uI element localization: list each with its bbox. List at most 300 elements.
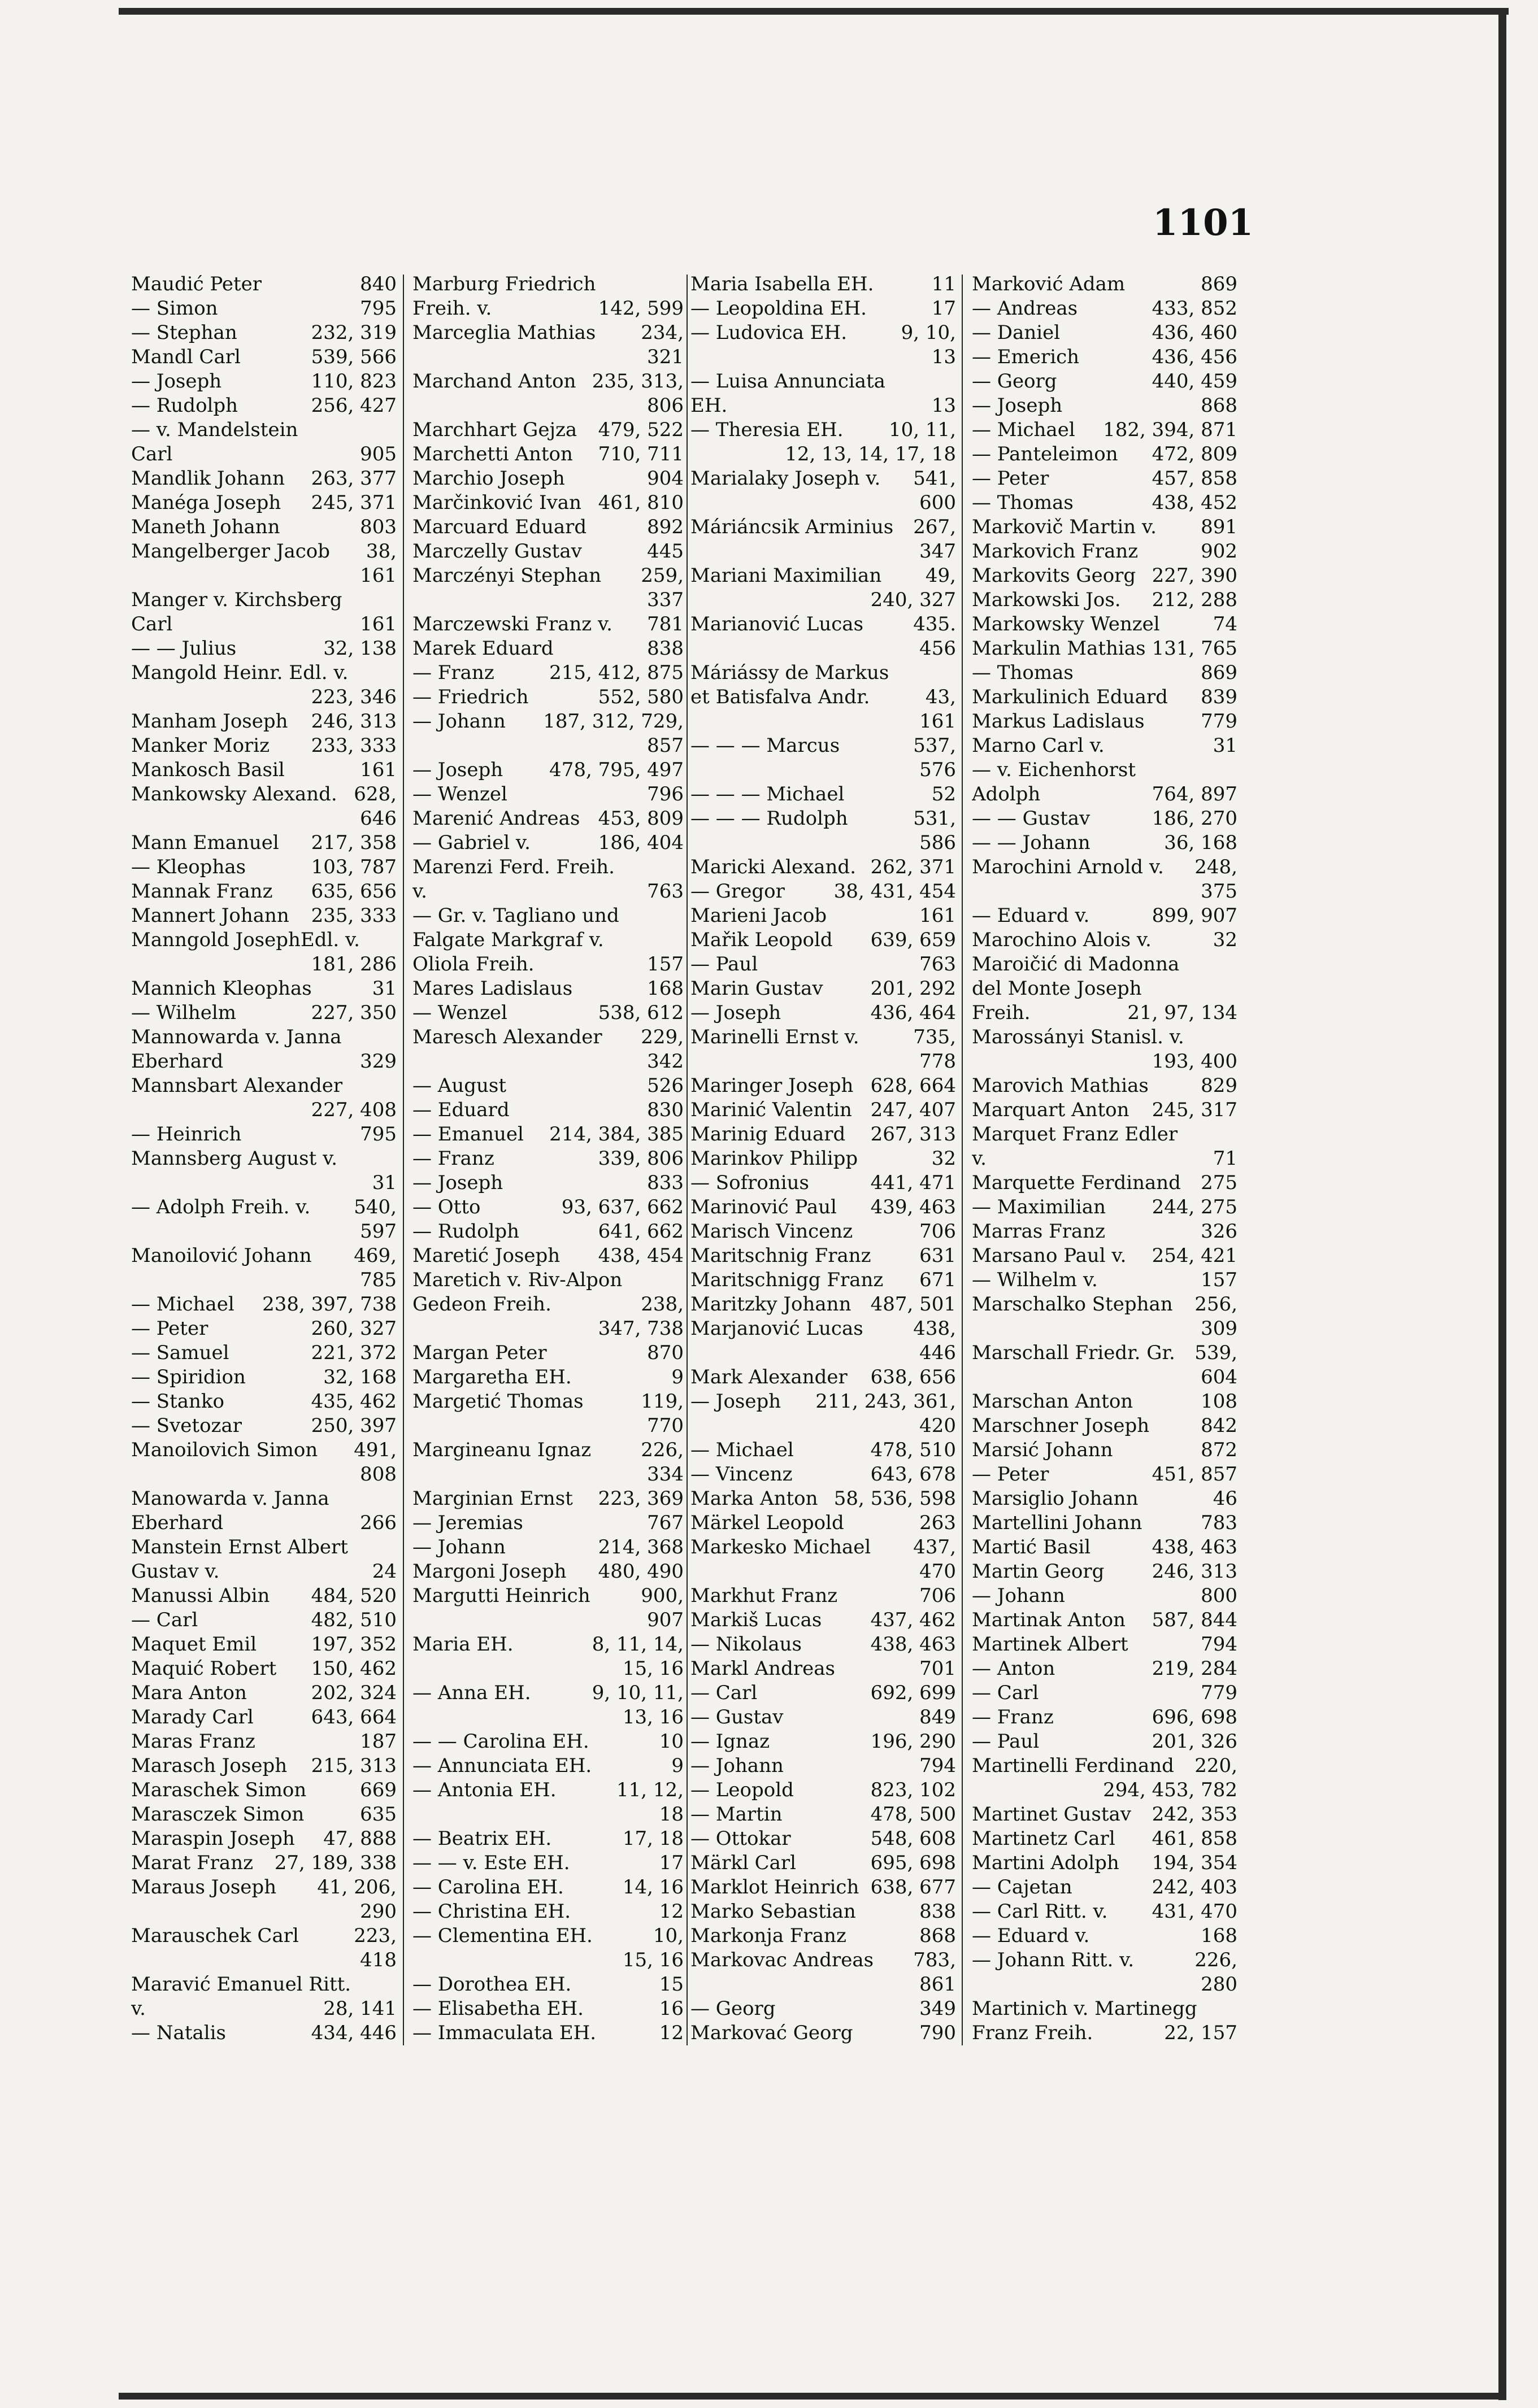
- index-entry: [412, 1462, 684, 1487]
- entry-name: — Michael: [131, 1293, 234, 1316]
- index-entry: [690, 539, 956, 564]
- entry-name: — Joseph: [972, 394, 1063, 417]
- entry-pages: 12, 13, 14, 17, 18: [785, 443, 956, 465]
- entry-pages: 334: [647, 1463, 684, 1486]
- entry-pages: 71: [1213, 1147, 1237, 1170]
- entry-pages: 635, 656: [311, 880, 397, 903]
- entry-pages: 9: [671, 1754, 684, 1777]
- index-entry: [131, 709, 397, 734]
- index-entry: [690, 612, 956, 637]
- entry-pages: 526: [647, 1074, 684, 1097]
- entry-name: — Kleophas: [131, 856, 246, 878]
- entry-name: Mannsbart Alexander: [131, 1074, 343, 1097]
- entry-name: — Carl Ritt. v.: [972, 1900, 1108, 1923]
- entry-pages: 436, 464: [870, 1001, 956, 1024]
- entry-pages: 861: [919, 1973, 956, 1996]
- entry-pages: 478, 510: [870, 1439, 956, 1461]
- entry-pages: 347: [919, 540, 956, 563]
- index-entry: [690, 1098, 956, 1122]
- index-entry: [972, 1972, 1237, 1997]
- entry-pages: 785: [360, 1269, 397, 1291]
- index-entry: [131, 1244, 397, 1268]
- index-entry: [690, 1511, 956, 1535]
- index-entry: [972, 1900, 1237, 1924]
- index-entry: [412, 1608, 684, 1632]
- entry-pages: 196, 290: [870, 1730, 956, 1753]
- entry-pages: 187: [360, 1730, 397, 1753]
- index-entry: [690, 2021, 956, 2045]
- index-entry: [690, 1195, 956, 1220]
- entry-pages: 531,: [913, 807, 956, 830]
- index-entry: [972, 1657, 1237, 1681]
- entry-name: — — — Rudolph: [690, 807, 848, 830]
- entry-name: — Gabriel v.: [412, 831, 531, 854]
- index-entry: [131, 904, 397, 928]
- entry-name: Marchetti Anton: [412, 443, 573, 465]
- entry-name: Marginian Ernst: [412, 1487, 573, 1510]
- entry-name: — Gregor: [690, 880, 785, 903]
- entry-name: — Paul: [972, 1730, 1040, 1753]
- index-entry: [972, 1122, 1237, 1147]
- entry-pages: 280: [1201, 1973, 1237, 1996]
- entry-name: Mariani Maximilian: [690, 564, 882, 587]
- entry-name: — Andreas: [972, 297, 1078, 320]
- index-entry: [412, 734, 684, 758]
- index-entry: [131, 1341, 397, 1365]
- entry-pages: 212, 288: [1152, 589, 1237, 611]
- entry-pages: 781: [647, 613, 684, 635]
- entry-name: Eberhard: [131, 1512, 224, 1534]
- entry-pages: 246, 313: [1152, 1560, 1237, 1583]
- entry-name: Marinig Eduard: [690, 1123, 846, 1146]
- index-entry: [131, 1074, 397, 1098]
- index-entry: [972, 1511, 1237, 1535]
- index-entry: [131, 588, 397, 612]
- index-entry: [412, 1317, 684, 1341]
- entry-name: Maraschek Simon: [131, 1779, 307, 1801]
- entry-pages: 438, 452: [1152, 491, 1237, 514]
- index-entry: [412, 1535, 684, 1560]
- entry-pages: 479, 522: [598, 419, 684, 441]
- index-entry: [412, 612, 684, 637]
- entry-pages: 638, 677: [870, 1876, 956, 1898]
- entry-name: Oliola Freih.: [412, 953, 535, 976]
- entry-pages: 226,: [641, 1439, 684, 1461]
- entry-pages: 321: [647, 346, 684, 368]
- entry-name: — Samuel: [131, 1342, 229, 1364]
- entry-name: EH.: [690, 394, 728, 417]
- index-entry: [972, 394, 1237, 418]
- entry-name: Freih.: [972, 1001, 1031, 1024]
- entry-name: — Theresia EH.: [690, 419, 844, 441]
- index-entry: [131, 394, 397, 418]
- entry-pages: 635: [360, 1803, 397, 1826]
- index-entry: [131, 1268, 397, 1292]
- index-entry: [131, 1948, 397, 1972]
- entry-name: — Rudolph: [412, 1220, 520, 1243]
- entry-name: Máriáncsik Arminius: [690, 516, 894, 538]
- index-entry: [412, 1875, 684, 1900]
- entry-pages: 706: [919, 1584, 956, 1607]
- index-entry: [972, 1730, 1237, 1754]
- index-entry: [972, 1875, 1237, 1900]
- entry-name: — Franz: [412, 1147, 494, 1170]
- entry-pages: 778: [919, 1050, 956, 1073]
- index-entry: [412, 661, 684, 685]
- entry-name: Maritzky Johann: [690, 1293, 851, 1316]
- entry-name: Markl Andreas: [690, 1657, 835, 1680]
- index-entry: [412, 1365, 684, 1390]
- entry-name: — Anna EH.: [412, 1682, 531, 1704]
- entry-pages: 643, 678: [870, 1463, 956, 1486]
- index-entry: [690, 807, 956, 831]
- index-entry: [972, 1220, 1237, 1244]
- entry-name: — Peter: [972, 1463, 1049, 1486]
- entry-pages: 49,: [925, 564, 956, 587]
- index-entry: [690, 661, 956, 685]
- entry-name: Marenzi Ferd. Freih.: [412, 856, 615, 878]
- entry-name: — Carl: [690, 1682, 758, 1704]
- entry-pages: 215, 412, 875: [549, 661, 684, 684]
- index-entry: [972, 1924, 1237, 1948]
- entry-pages: 461, 858: [1152, 1827, 1237, 1850]
- entry-name: — Christina EH.: [412, 1900, 571, 1923]
- entry-pages: 12: [659, 1900, 684, 1923]
- entry-name: — Cajetan: [972, 1876, 1072, 1898]
- page-border-top: [119, 8, 1509, 15]
- index-entry: [972, 1074, 1237, 1098]
- entry-pages: 266: [360, 1512, 397, 1534]
- entry-name: Markovits Georg: [972, 564, 1136, 587]
- index-entry: [131, 1487, 397, 1511]
- index-entry: [412, 952, 684, 977]
- entry-name: — Gr. v. Tagliano und: [412, 904, 619, 927]
- entry-pages: 763: [919, 953, 956, 976]
- entry-name: Marasch Joseph: [131, 1754, 288, 1777]
- index-entry: [131, 467, 397, 491]
- index-entry: [131, 1900, 397, 1924]
- entry-name: Marschan Anton: [972, 1390, 1133, 1413]
- entry-pages: 604: [1201, 1366, 1237, 1388]
- entry-pages: 857: [647, 734, 684, 757]
- index-entry: [131, 1414, 397, 1438]
- entry-name: Marinkov Philipp: [690, 1147, 858, 1170]
- entry-pages: 275: [1201, 1172, 1237, 1194]
- index-entry: [131, 564, 397, 588]
- entry-pages: 420: [919, 1414, 956, 1437]
- entry-name: Marjanović Lucas: [690, 1317, 863, 1340]
- entry-pages: 232, 319: [311, 321, 397, 344]
- entry-name: Marialaky Joseph v.: [690, 467, 881, 490]
- index-entry: [972, 345, 1237, 369]
- entry-name: Marczewski Franz v.: [412, 613, 612, 635]
- entry-pages: 260, 327: [311, 1317, 397, 1340]
- entry-pages: 445: [647, 540, 684, 563]
- entry-name: del Monte Joseph: [972, 977, 1142, 1000]
- entry-pages: 438, 463: [870, 1633, 956, 1656]
- index-entry: [972, 661, 1237, 685]
- entry-name: Martinek Albert: [972, 1633, 1128, 1656]
- entry-pages: 538, 612: [598, 1001, 684, 1024]
- entry-pages: 214, 384, 385: [549, 1123, 684, 1146]
- index-entry: [412, 1050, 684, 1074]
- entry-name: Martellini Johann: [972, 1512, 1142, 1534]
- entry-pages: 256, 427: [311, 394, 397, 417]
- index-entry: [972, 1292, 1237, 1317]
- index-entry: [412, 637, 684, 661]
- entry-name: Mannert Johann: [131, 904, 289, 927]
- entry-name: — Carl: [972, 1682, 1039, 1704]
- entry-name: v.: [131, 1997, 146, 2020]
- index-entry: [690, 709, 956, 734]
- index-entry: [131, 928, 397, 952]
- entry-name: Manéga Joseph: [131, 491, 281, 514]
- entry-pages: 710, 711: [598, 443, 684, 465]
- entry-pages: 763: [647, 880, 684, 903]
- index-entry: [412, 1341, 684, 1365]
- entry-name: Maneth Johann: [131, 516, 280, 538]
- entry-pages: 32: [931, 1147, 956, 1170]
- entry-pages: 461, 810: [598, 491, 684, 514]
- entry-name: Margoni Joseph: [412, 1560, 567, 1583]
- entry-pages: 431, 470: [1152, 1900, 1237, 1923]
- index-entry: [131, 1584, 397, 1608]
- entry-name: Eberhard: [131, 1050, 224, 1073]
- index-entry: [972, 977, 1237, 1001]
- index-entry: [972, 709, 1237, 734]
- entry-pages: 339, 806: [598, 1147, 684, 1170]
- column-rule-1: [403, 275, 404, 2045]
- index-entry: [972, 1681, 1237, 1705]
- index-entry: [131, 1001, 397, 1025]
- index-entry: [131, 491, 397, 515]
- entry-pages: 202, 324: [311, 1682, 397, 1704]
- index-entry: [131, 1122, 397, 1147]
- entry-name: — — — Marcus: [690, 734, 840, 757]
- entry-name: Marka Anton: [690, 1487, 818, 1510]
- entry-pages: 219, 284: [1152, 1657, 1237, 1680]
- index-entry: [690, 1632, 956, 1657]
- index-entry: [690, 1802, 956, 1827]
- index-entry: [690, 1827, 956, 1851]
- entry-name: Mara Anton: [131, 1682, 247, 1704]
- entry-name: — Beatrix EH.: [412, 1827, 552, 1850]
- entry-name: Marczényi Stephan: [412, 564, 602, 587]
- entry-name: Marburg Friedrich: [412, 273, 596, 295]
- index-entry: [131, 1681, 397, 1705]
- index-entry: [972, 1317, 1237, 1341]
- index-entry: [131, 1827, 397, 1851]
- index-entry: [131, 734, 397, 758]
- index-entry: [972, 1365, 1237, 1390]
- index-entry: [131, 1608, 397, 1632]
- page-border-right: [1498, 8, 1506, 2400]
- entry-name: Marsiglio Johann: [972, 1487, 1139, 1510]
- entry-pages: 15, 16: [622, 1949, 684, 1971]
- index-entry: [690, 1560, 956, 1584]
- entry-name: — Peter: [972, 467, 1049, 490]
- entry-pages: 32: [1213, 929, 1237, 951]
- index-entry: [412, 1171, 684, 1195]
- entry-name: Mark Alexander: [690, 1366, 848, 1388]
- entry-pages: 242, 353: [1152, 1803, 1237, 1826]
- entry-name: — Annunciata EH.: [412, 1754, 592, 1777]
- index-entry: [690, 1438, 956, 1462]
- entry-name: — Clementina EH.: [412, 1924, 593, 1947]
- entry-name: Marko Sebastian: [690, 1900, 856, 1923]
- entry-name: — Elisabetha EH.: [412, 1997, 584, 2020]
- index-entry: [412, 467, 684, 491]
- entry-name: — Friedrich: [412, 686, 529, 708]
- entry-pages: 9, 10,: [901, 321, 956, 344]
- entry-name: Franz Freih.: [972, 2022, 1093, 2044]
- index-entry: [972, 879, 1237, 904]
- entry-name: Markiš Lucas: [690, 1609, 822, 1631]
- entry-name: Markowski Jos.: [972, 589, 1121, 611]
- entry-name: Marchand Anton: [412, 370, 576, 393]
- index-entry: [131, 1705, 397, 1730]
- entry-pages: 900,: [641, 1584, 684, 1607]
- entry-pages: 235, 333: [311, 904, 397, 927]
- entry-pages: 484, 520: [311, 1584, 397, 1607]
- entry-name: Marchio Joseph: [412, 467, 565, 490]
- entry-name: Marenić Andreas: [412, 807, 580, 830]
- index-entry: [690, 1414, 956, 1438]
- index-entry: [972, 1098, 1237, 1122]
- entry-name: Marovich Mathias: [972, 1074, 1149, 1097]
- entry-pages: 639, 659: [870, 929, 956, 951]
- entry-name: — Rudolph: [131, 394, 238, 417]
- entry-name: Martinetz Carl: [972, 1827, 1115, 1850]
- index-entry: [131, 1195, 397, 1220]
- entry-name: Marras Franz: [972, 1220, 1106, 1243]
- entry-name: Margaretha EH.: [412, 1366, 572, 1388]
- entry-name: Maringer Joseph: [690, 1074, 854, 1097]
- entry-name: — Heinrich: [131, 1123, 242, 1146]
- index-entry: [131, 297, 397, 321]
- index-entry: [412, 1560, 684, 1584]
- entry-name: Margan Peter: [412, 1342, 547, 1364]
- index-entry: [972, 1025, 1237, 1050]
- entry-pages: 803: [360, 516, 397, 538]
- index-entry: [412, 928, 684, 952]
- entry-name: — Immaculata EH.: [412, 2022, 597, 2044]
- index-entry: [690, 1365, 956, 1390]
- index-entry: [972, 928, 1237, 952]
- entry-name: Marno Carl v.: [972, 734, 1105, 757]
- index-entry: [972, 1608, 1237, 1632]
- entry-name: Maravić Emanuel Ritt.: [131, 1973, 351, 1996]
- entry-name: Martinelli Ferdinand: [972, 1754, 1174, 1777]
- index-entry: [690, 1220, 956, 1244]
- entry-pages: 227, 390: [1152, 564, 1237, 587]
- entry-name: — Martin: [690, 1803, 783, 1826]
- entry-name: Maroičić di Madonna: [972, 953, 1180, 976]
- entry-pages: 833: [647, 1172, 684, 1194]
- entry-name: Markhut Franz: [690, 1584, 838, 1607]
- index-entry: [972, 2021, 1237, 2045]
- entry-pages: 150, 462: [311, 1657, 397, 1680]
- index-entry: [972, 1584, 1237, 1608]
- entry-name: Martini Adolph: [972, 1852, 1119, 1874]
- entry-pages: 267, 313: [870, 1123, 956, 1146]
- index-entry: [690, 1875, 956, 1900]
- entry-pages: 552, 580: [598, 686, 684, 708]
- entry-pages: 36, 168: [1164, 831, 1237, 854]
- entry-pages: 706: [919, 1220, 956, 1243]
- entry-pages: 347, 738: [598, 1317, 684, 1340]
- entry-name: — Joseph: [690, 1390, 781, 1413]
- entry-pages: 537,: [913, 734, 956, 757]
- entry-pages: 119,: [641, 1390, 684, 1413]
- index-entry: [972, 855, 1237, 879]
- entry-pages: 157: [1201, 1269, 1237, 1291]
- index-entry: [412, 1511, 684, 1535]
- entry-name: Maquić Robert: [131, 1657, 277, 1680]
- entry-pages: 247, 407: [870, 1099, 956, 1121]
- entry-pages: 103, 787: [311, 856, 397, 878]
- entry-name: Carl: [131, 613, 173, 635]
- entry-pages: 478, 795, 497: [549, 759, 684, 781]
- index-entry: [690, 1025, 956, 1050]
- index-entry: [690, 515, 956, 539]
- entry-pages: 823, 102: [870, 1779, 956, 1801]
- entry-pages: 783,: [913, 1949, 956, 1971]
- entry-pages: 262, 371: [870, 856, 956, 878]
- entry-name: Marisch Vincenz: [690, 1220, 853, 1243]
- entry-pages: 597: [360, 1220, 397, 1243]
- entry-pages: 240, 327: [870, 589, 956, 611]
- entry-pages: 263, 377: [311, 467, 397, 490]
- column-rule-2: [687, 275, 688, 2045]
- index-column-2: [412, 272, 684, 2045]
- entry-pages: 161: [360, 613, 397, 635]
- index-entry: [131, 1220, 397, 1244]
- entry-pages: 22, 157: [1164, 2022, 1237, 2044]
- entry-pages: 11: [931, 273, 956, 295]
- index-entry: [412, 1098, 684, 1122]
- entry-pages: 587, 844: [1152, 1609, 1237, 1631]
- entry-name: — Carl: [131, 1609, 198, 1631]
- index-entry: [690, 1171, 956, 1195]
- entry-name: — Franz: [412, 661, 494, 684]
- index-entry: [131, 1560, 397, 1584]
- index-entry: [972, 297, 1237, 321]
- index-entry: [412, 879, 684, 904]
- index-entry: [690, 685, 956, 709]
- index-entry: [412, 1025, 684, 1050]
- index-entry: [690, 1268, 956, 1292]
- entry-name: Marasczek Simon: [131, 1803, 305, 1826]
- entry-name: Marquette Ferdinand: [972, 1172, 1181, 1194]
- entry-name: — — Carolina EH.: [412, 1730, 589, 1753]
- entry-pages: 829: [1201, 1074, 1237, 1097]
- entry-pages: 783: [1201, 1512, 1237, 1534]
- entry-name: — Michael: [972, 419, 1075, 441]
- index-entry: [972, 467, 1237, 491]
- entry-pages: 438, 463: [1152, 1536, 1237, 1558]
- entry-name: Manstein Ernst Albert: [131, 1536, 348, 1558]
- entry-pages: 242, 403: [1152, 1876, 1237, 1898]
- index-entry: [412, 539, 684, 564]
- entry-pages: 628, 664: [870, 1074, 956, 1097]
- entry-pages: 220,: [1194, 1754, 1237, 1777]
- index-entry: [690, 1050, 956, 1074]
- entry-name: Markonja Franz: [690, 1924, 846, 1947]
- entry-name: Markovič Martin v.: [972, 516, 1157, 538]
- index-entry: [972, 782, 1237, 807]
- index-entry: [972, 491, 1237, 515]
